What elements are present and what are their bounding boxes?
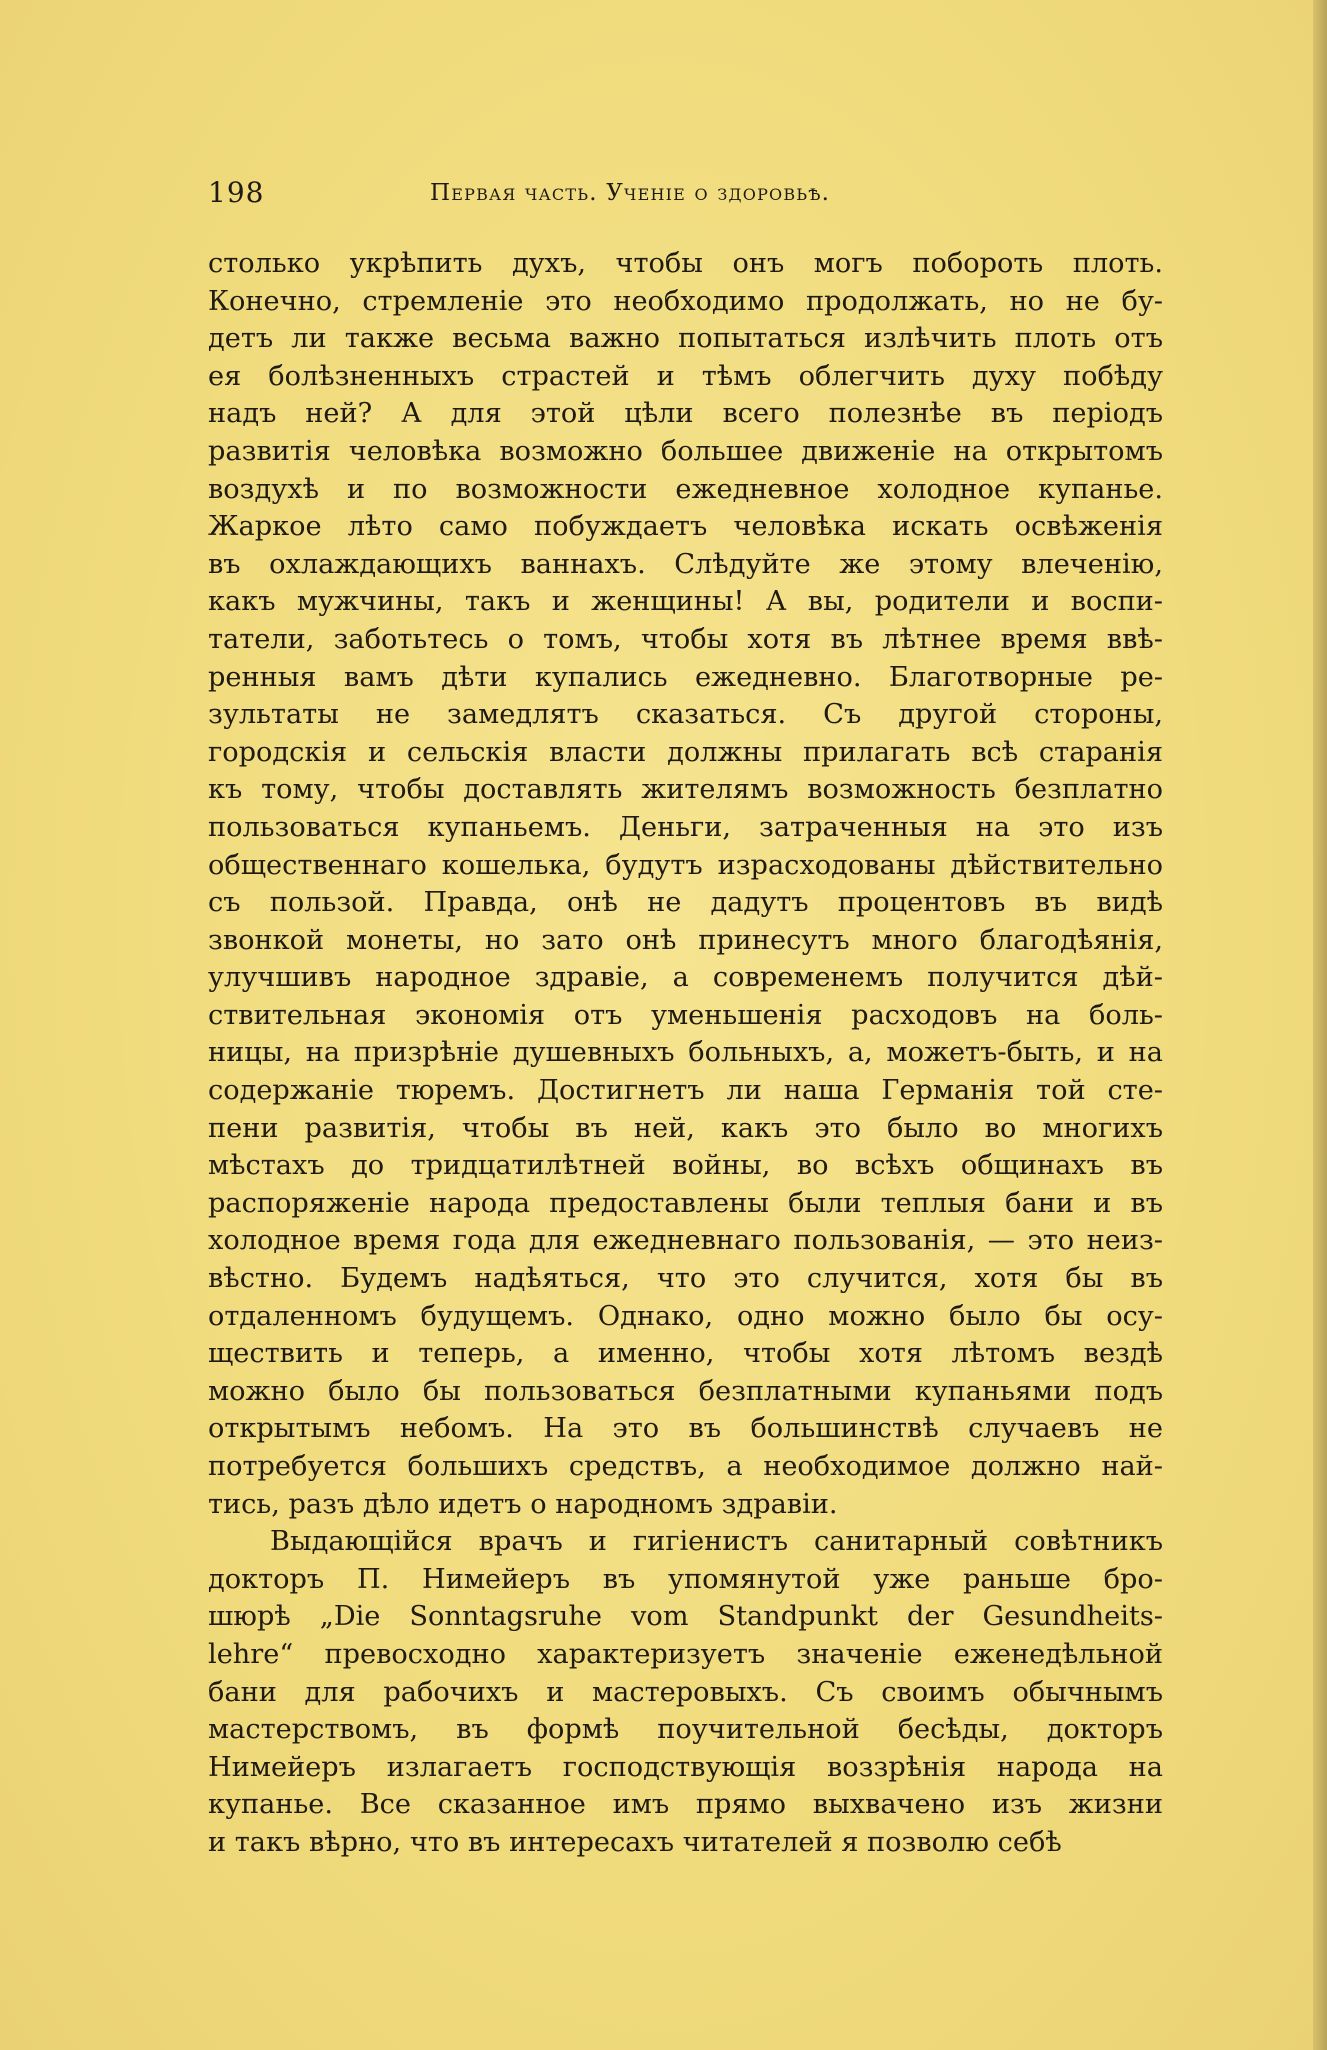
text-line: мѣстахъ до тридцатилѣтней войны, во всѣхъ общинахъ въ — [208, 1150, 1163, 1182]
text-line: lehre“ превосходно характеризуетъ значеніе еженедѣльной — [208, 1638, 1163, 1670]
text-line: отдаленномъ будущемъ. Однако, одно можно было бы осу- — [208, 1300, 1163, 1332]
text-line: холодное время года для ежедневнаго пользованія, — это неиз- — [208, 1225, 1163, 1257]
text-line: ея болѣзненныхъ страстей и тѣмъ облегчить духу побѣду — [208, 360, 1163, 392]
page-header — [208, 176, 1168, 216]
text-line: можно было бы пользоваться безплатными купаньями подъ — [208, 1375, 1163, 1407]
text-line: Жаркое лѣто само побуждаетъ человѣка искать освѣженія — [208, 511, 1163, 543]
text-line: бани для рабочихъ и мастеровыхъ. Съ своимъ обычнымъ — [208, 1676, 1163, 1708]
text-line: распоряженіе народа предоставлены были теплыя бани и въ — [208, 1187, 1163, 1219]
text-line: открытымъ небомъ. На это въ большинствѣ случаевъ не — [208, 1413, 1163, 1445]
text-line: столько укрѣпить духъ, чтобы онъ могъ побороть плоть. — [208, 248, 1163, 279]
page-number: 198 — [208, 176, 265, 209]
paragraph — [208, 245, 1163, 1523]
text-line: въ охлаждающихъ ваннахъ. Слѣдуйте же этому влеченію, — [208, 548, 1163, 580]
text-line: ствительная экономія отъ уменьшенія расходовъ на боль- — [208, 999, 1163, 1031]
text-line: Конечно, стремленіе это необходимо продолжать, но не бу- — [208, 285, 1163, 317]
text-line: къ тому, чтобы доставлять жителямъ возможность безплатно — [208, 774, 1163, 806]
text-line: шюрѣ „Die Sonntagsruhe vom Standpunkt der Gesundheits- — [208, 1601, 1163, 1633]
text-line: съ пользой. Правда, онѣ не дадутъ процентовъ въ видѣ — [208, 887, 1163, 919]
text-line: городскія и сельскія власти должны прилагать всѣ старанія — [208, 736, 1163, 768]
text-line: развитія человѣка возможно большее движеніе на открытомъ — [208, 435, 1163, 467]
text-line: докторъ П. Нимейеръ въ упомянутой уже раньше бро- — [208, 1563, 1163, 1595]
text-line: мастерствомъ, въ формѣ поучительной бесѣды, докторъ — [208, 1714, 1163, 1746]
text-line: купанье. Все сказанное имъ прямо выхвачено изъ жизни — [208, 1789, 1163, 1821]
text-line: звонкой монеты, но зато онѣ принесутъ много благодѣянія, — [208, 924, 1163, 956]
text-line: Выдающійся врачъ и гигіенистъ санитарный совѣтникъ — [270, 1526, 1163, 1558]
text-line: Нимейеръ излагаетъ господствующія воззрѣнія народа на — [208, 1751, 1163, 1783]
text-line: ницы, на призрѣніе душевныхъ больныхъ, а, можетъ-быть, и на — [208, 1037, 1163, 1069]
text-line: улучшивъ народное здравіе, а современемъ получится дѣй- — [208, 962, 1163, 994]
text-line: ренныя вамъ дѣти купались ежедневно. Благотворные ре- — [208, 661, 1163, 693]
text-line: какъ мужчины, такъ и женщины! А вы, родители и воспи- — [208, 586, 1163, 618]
text-line: и такъ вѣрно, что въ интересахъ читателей я позволю себѣ — [208, 1826, 1062, 1858]
text-line: вѣстно. Будемъ надѣяться, что это случится, хотя бы въ — [208, 1263, 1163, 1295]
body-text — [208, 245, 1163, 1862]
text-line: детъ ли также весьма важно попытаться излѣчить плоть отъ — [208, 323, 1163, 355]
text-line: пользоваться купаньемъ. Деньги, затраченныя на это изъ — [208, 811, 1163, 843]
text-line: воздухѣ и по возможности ежедневное холодное купанье. — [208, 473, 1163, 505]
text-line: ществить и теперь, а именно, чтобы хотя лѣтомъ вездѣ — [208, 1338, 1163, 1370]
text-line: зультаты не замедлятъ сказаться. Съ другой стороны, — [208, 699, 1163, 731]
text-line: потребуется большихъ средствъ, а необходимое должно най- — [208, 1451, 1163, 1482]
running-head: Первая часть. Ученіе о здоровьѣ. — [430, 180, 831, 206]
text-line: содержаніе тюремъ. Достигнетъ ли наша Германія той сте- — [208, 1075, 1163, 1107]
text-line: тись, разъ дѣло идетъ о народномъ здравіи. — [208, 1488, 838, 1520]
paragraph — [208, 1523, 1163, 1861]
text-line: татели, заботьтесь о томъ, чтобы хотя въ лѣтнее время ввѣ- — [208, 623, 1163, 655]
text-line: надъ ней? А для этой цѣли всего полезнѣе въ періодъ — [208, 398, 1163, 430]
text-line: пени развитія, чтобы въ ней, какъ это было во многихъ — [208, 1112, 1163, 1144]
text-line: общественнаго кошелька, будутъ израсходованы дѣйствительно — [208, 849, 1163, 881]
page-edge — [1313, 0, 1327, 2050]
